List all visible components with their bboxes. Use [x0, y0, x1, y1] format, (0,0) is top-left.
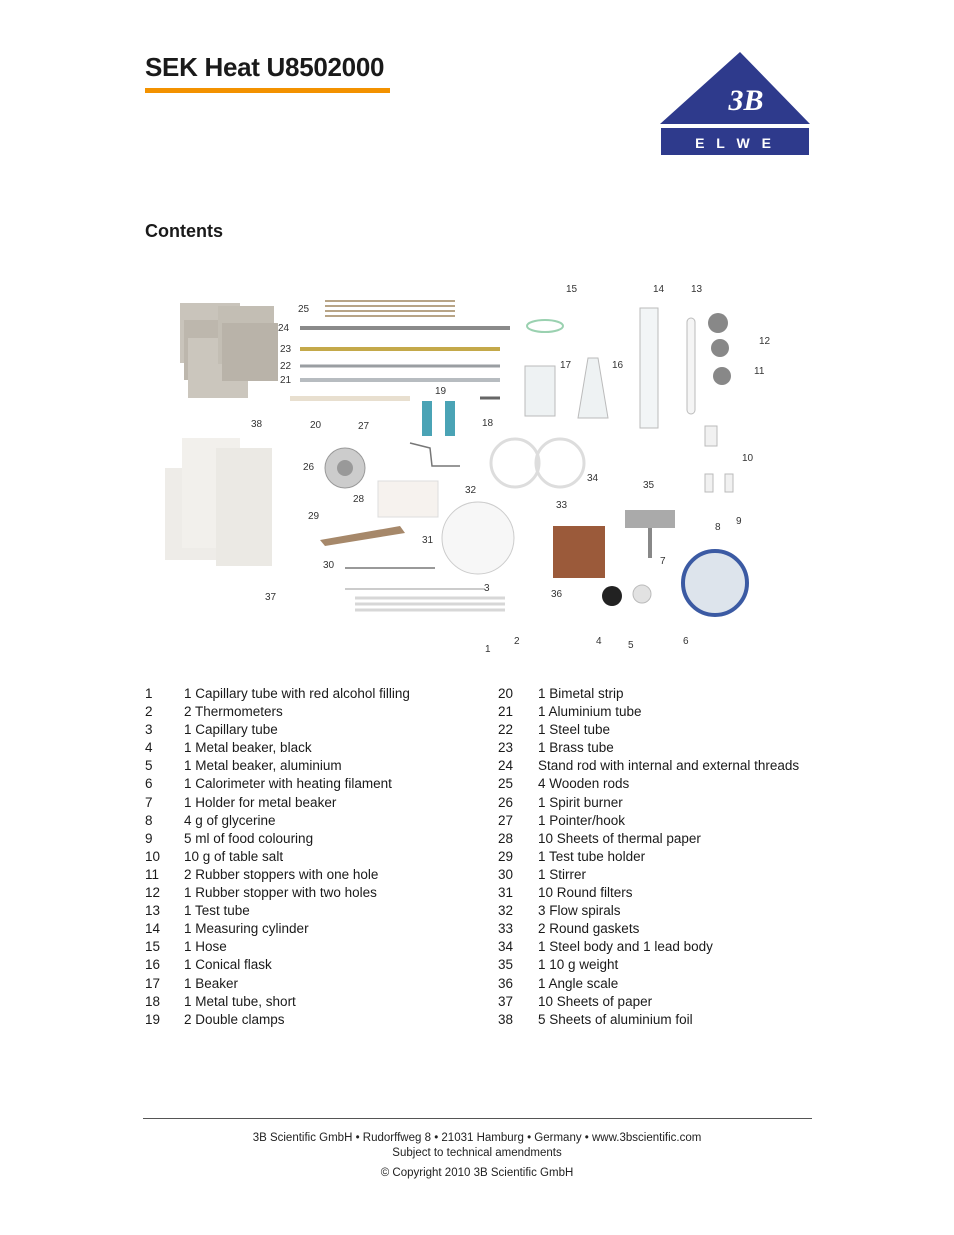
item-text: 10 Round filters: [538, 885, 633, 901]
list-item: [145, 685, 490, 703]
callout-15: 15: [566, 284, 578, 295]
item-number: 21: [498, 704, 514, 720]
item-text: 1 Metal tube, short: [184, 993, 296, 1009]
callout-5: 5: [628, 640, 634, 651]
aluminium-foil-sheets: [180, 303, 278, 398]
item-number: 10: [145, 848, 161, 864]
list-item: [145, 956, 490, 974]
thermal-paper: [378, 481, 438, 517]
callout-10: 10: [742, 453, 754, 464]
item-text: 1 Bimetal strip: [538, 686, 624, 701]
callout-14: 14: [653, 284, 665, 295]
item-number: 31: [498, 885, 514, 901]
footer-copyright: © Copyright 2010 3B Scientific GmbH: [380, 1167, 574, 1179]
footer-notice: Subject to technical amendments: [392, 1147, 562, 1159]
flow-spiral: [536, 439, 584, 487]
list-item: [498, 812, 818, 830]
callout-20: 20: [310, 420, 322, 431]
list-item: [145, 812, 490, 830]
item-text: 3 Flow spirals: [538, 903, 621, 919]
list-item: [145, 866, 490, 884]
item-number: 15: [145, 939, 161, 955]
item-number: 18: [145, 993, 161, 1009]
list-item: [498, 775, 818, 793]
item-text: 1 10 g weight: [538, 957, 619, 973]
item-text: 2 Round gaskets: [538, 921, 640, 937]
double-clamps: [422, 401, 455, 436]
item-number: 6: [145, 776, 153, 792]
callout-1: 1: [485, 644, 491, 655]
rods: [290, 301, 510, 401]
item-number: 16: [145, 957, 161, 973]
rubber-stopper-two-holes: [708, 313, 728, 333]
item-text: 1 Brass tube: [538, 740, 614, 756]
callout-37: 37: [265, 592, 277, 603]
list-item: [145, 703, 490, 721]
callout-17: 17: [560, 360, 572, 371]
callout-38: 38: [251, 419, 263, 430]
item-text: 1 Hose: [184, 939, 227, 955]
list-item: [498, 757, 818, 775]
item-number: 25: [498, 776, 514, 792]
calorimeter: [683, 551, 747, 615]
item-number: 34: [498, 939, 514, 955]
callout-3: 3: [484, 583, 490, 594]
logo-registered: ®: [772, 95, 778, 102]
list-item: [145, 938, 490, 956]
item-number: 38: [498, 1011, 514, 1027]
callout-19: 19: [435, 386, 447, 397]
list-item: [145, 830, 490, 848]
list-item: [498, 993, 818, 1011]
list-item: [498, 975, 818, 993]
callout-22: 22: [280, 361, 292, 372]
item-number: 1: [145, 686, 153, 701]
pointer-hook: [410, 443, 460, 466]
item-text: 1 Steel tube: [538, 722, 611, 738]
list-item: [145, 975, 490, 993]
item-text: 1 Spirit burner: [538, 794, 623, 810]
logo-mark-text: 3B: [728, 84, 764, 117]
list-item: [498, 721, 818, 739]
conical-flask: [578, 358, 608, 418]
footer-divider: [143, 1118, 812, 1119]
item-text: 1 Metal beaker, black: [184, 740, 312, 756]
measuring-cylinder: [640, 308, 658, 428]
item-text: 10 Sheets of paper: [538, 993, 653, 1009]
callout-16: 16: [612, 360, 624, 371]
callout-36: 36: [551, 589, 563, 600]
food-colouring-bottle: [725, 474, 733, 492]
item-number: 28: [498, 830, 514, 846]
item-number: 11: [145, 866, 160, 882]
item-text: 2 Thermometers: [184, 704, 283, 720]
item-number: 35: [498, 957, 514, 973]
metal-beaker-aluminium: [633, 585, 651, 603]
item-number: 22: [498, 722, 514, 738]
item-text: 1 Capillary tube with red alcohol filling: [184, 686, 410, 701]
item-text: 1 Aluminium tube: [538, 704, 642, 720]
rubber-stopper-one-hole: [713, 367, 731, 385]
list-item: [498, 956, 818, 974]
item-text: 5 Sheets of aluminium foil: [538, 1011, 693, 1027]
item-text: Stand rod with internal and external threads: [538, 758, 800, 774]
item-number: 32: [498, 903, 514, 919]
item-number: 24: [498, 758, 514, 774]
list-item: [498, 703, 818, 721]
item-text: 1 Measuring cylinder: [184, 921, 309, 937]
list-item: [498, 920, 818, 938]
list-item: [498, 739, 818, 757]
callout-13: 13: [691, 284, 703, 295]
callout-25: 25: [298, 304, 310, 315]
callout-28: 28: [353, 494, 365, 505]
item-number: 36: [498, 975, 514, 991]
callout-29: 29: [308, 511, 320, 522]
contents-list-left: [145, 685, 490, 1029]
item-number: 30: [498, 866, 514, 882]
item-number: 23: [498, 740, 514, 756]
table-salt-container: [705, 426, 717, 446]
callout-7: 7: [660, 556, 666, 567]
list-item: [498, 794, 818, 812]
page-title: SEK Heat U8502000: [145, 52, 385, 82]
item-number: 2: [145, 704, 153, 720]
kit-contents-photo: [160, 278, 780, 658]
contents-heading: Contents: [145, 221, 223, 241]
item-text: 10 Sheets of thermal paper: [538, 830, 701, 846]
item-text: 1 Conical flask: [184, 957, 272, 973]
title-underline: [145, 88, 390, 93]
item-number: 14: [145, 921, 161, 937]
test-tube-holder: [320, 526, 405, 546]
item-text: 1 Rubber stopper with two holes: [184, 885, 377, 901]
item-text: 1 Steel body and 1 lead body: [538, 939, 713, 955]
callout-31: 31: [422, 535, 434, 546]
list-item: [498, 902, 818, 920]
callout-30: 30: [323, 560, 335, 571]
callout-34: 34: [587, 473, 599, 484]
list-item: [145, 775, 490, 793]
item-number: 26: [498, 794, 514, 810]
item-text: 1 Metal beaker, aluminium: [184, 758, 342, 774]
item-text: 1 Test tube holder: [538, 848, 646, 864]
metal-beaker-black: [602, 586, 622, 606]
callout-11: 11: [754, 366, 765, 377]
thermometers: [345, 589, 505, 610]
callout-33: 33: [556, 500, 568, 511]
hose: [527, 320, 563, 332]
callout-18: 18: [482, 418, 494, 429]
item-number: 7: [145, 794, 153, 810]
paper-sheets: [165, 438, 272, 566]
item-text: 4 g of glycerine: [184, 812, 276, 828]
callout-8: 8: [715, 522, 721, 533]
list-item: [145, 739, 490, 757]
rubber-stopper-one-hole: [711, 339, 729, 357]
item-number: 17: [145, 975, 161, 991]
item-text: 5 ml of food colouring: [184, 830, 314, 846]
list-item: [498, 685, 818, 703]
test-tube: [687, 318, 695, 414]
list-item: [498, 884, 818, 902]
angle-scale: [553, 526, 605, 578]
item-text: 1 Calorimeter with heating filament: [184, 776, 392, 792]
list-item: [145, 848, 490, 866]
item-number: 33: [498, 921, 514, 937]
list-item: [145, 721, 490, 739]
list-item: [498, 1011, 818, 1029]
footer-address: 3B Scientific GmbH • Rudorffweg 8 • 21031 Hamburg • Germany • www.3bscientific.com: [252, 1132, 702, 1144]
callout-9: 9: [736, 516, 742, 527]
list-item: [145, 920, 490, 938]
glycerine-bottle: [705, 474, 713, 492]
callout-32: 32: [465, 485, 477, 496]
holder-metal-beaker: [625, 510, 675, 528]
item-text: 1 Test tube: [184, 903, 250, 919]
list-item: [498, 866, 818, 884]
item-text: 10 g of table salt: [184, 848, 284, 864]
contents-list-right: [498, 685, 818, 1029]
list-item: [498, 938, 818, 956]
item-number: 12: [145, 885, 161, 901]
item-number: 37: [498, 993, 514, 1009]
item-number: 8: [145, 812, 153, 828]
item-number: 20: [498, 686, 514, 701]
item-number: 27: [498, 812, 514, 828]
list-item: [145, 1011, 490, 1029]
flow-spiral: [491, 439, 539, 487]
3b-elwe-logo: [660, 52, 810, 156]
item-number: 4: [145, 740, 153, 756]
item-number: 9: [145, 830, 153, 846]
callout-6: 6: [683, 636, 689, 647]
item-number: 13: [145, 903, 161, 919]
item-number: 19: [145, 1011, 161, 1027]
callout-2: 2: [514, 636, 520, 647]
item-text: 1 Pointer/hook: [538, 812, 626, 828]
list-item: [145, 993, 490, 1011]
item-text: 1 Capillary tube: [184, 722, 278, 738]
callout-24: 24: [278, 323, 290, 334]
list-item: [498, 848, 818, 866]
list-item: [145, 902, 490, 920]
item-number: 3: [145, 722, 153, 738]
callout-27: 27: [358, 421, 370, 432]
callout-12: 12: [759, 336, 771, 347]
item-text: 4 Wooden rods: [538, 776, 630, 792]
item-text: 1 Stirrer: [538, 866, 587, 882]
callout-26: 26: [303, 462, 315, 473]
list-item: [145, 884, 490, 902]
beaker: [525, 366, 555, 416]
item-text: 2 Double clamps: [184, 1011, 285, 1027]
item-text: 1 Beaker: [184, 975, 239, 991]
item-number: 5: [145, 758, 153, 774]
item-number: 29: [498, 848, 514, 864]
list-item: [498, 830, 818, 848]
item-text: 1 Holder for metal beaker: [184, 794, 337, 810]
logo-brand-text: E L W E: [695, 135, 775, 151]
item-text: 1 Angle scale: [538, 975, 619, 991]
item-text: 2 Rubber stoppers with one hole: [184, 866, 379, 882]
callout-4: 4: [596, 636, 602, 647]
callout-21: 21: [280, 375, 292, 386]
callout-23: 23: [280, 344, 292, 355]
callout-35: 35: [643, 480, 655, 491]
list-item: [145, 757, 490, 775]
round-filters: [442, 502, 514, 574]
list-item: [145, 794, 490, 812]
